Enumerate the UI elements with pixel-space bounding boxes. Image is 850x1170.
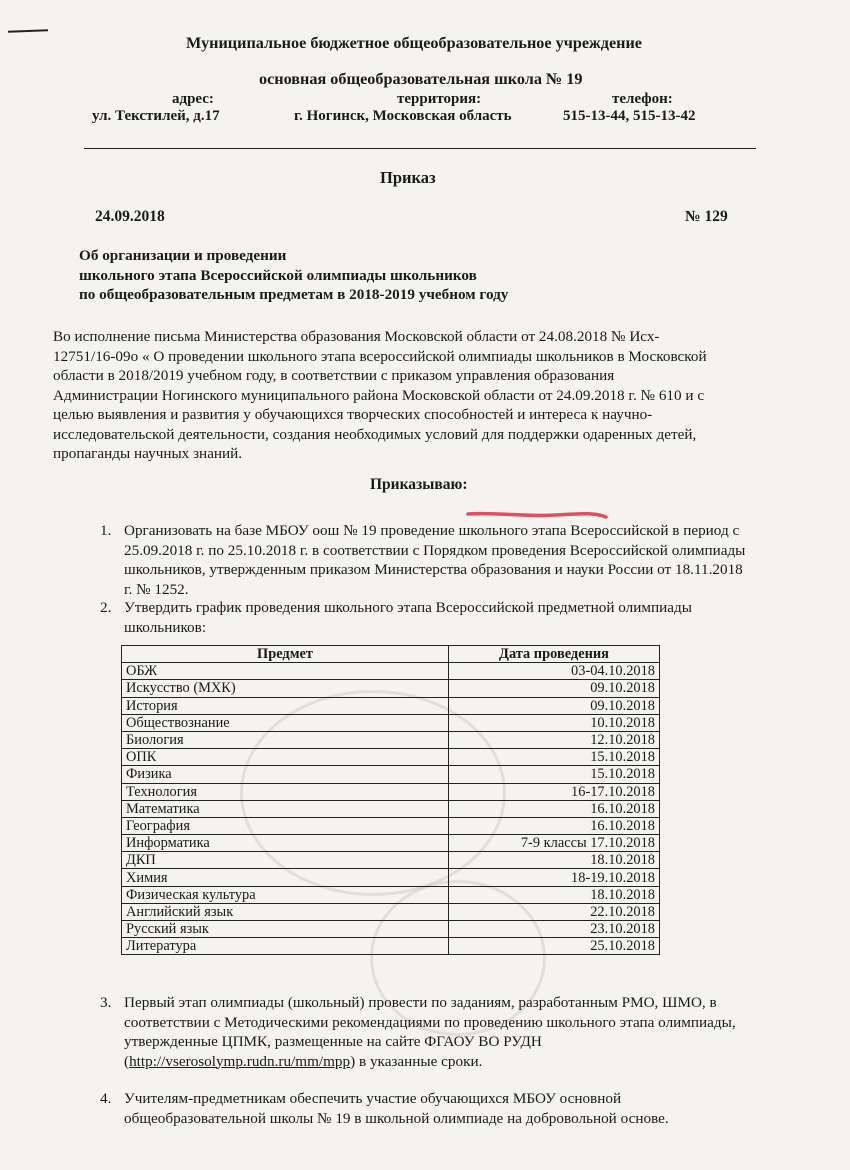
corner-mark — [8, 29, 48, 32]
subject-cell: Искусство (МХК) — [122, 680, 449, 697]
table-row — [122, 680, 660, 697]
order-subject — [79, 246, 508, 305]
subject-cell: ОБЖ — [122, 663, 449, 680]
territory-value: г. Ногинск, Московская область — [294, 108, 512, 124]
table-row — [122, 749, 660, 766]
subject-cell: Литература — [122, 938, 449, 955]
address-label: адрес: — [172, 91, 214, 107]
item-line: Учителям-предметникам обеспечить участие обучающихся МБОУ основной — [124, 1090, 622, 1107]
subject-line2: школьного этапа Всероссийской олимпиады школьников — [79, 266, 477, 284]
order-item-3 — [100, 993, 736, 1071]
item-line: школьников, утвержденным приказом Министерства образования и науки России от 18.11.2018 — [124, 561, 743, 578]
item-number: 2. — [100, 599, 112, 616]
subject-cell: Химия — [122, 869, 449, 886]
date-cell: 16-17.10.2018 — [449, 783, 660, 800]
date-cell: 09.10.2018 — [449, 697, 660, 714]
table-row — [122, 921, 660, 938]
column-header-subject: Предмет — [122, 646, 449, 663]
date-cell: 25.10.2018 — [449, 938, 660, 955]
subject-line1: Об организации и проведении — [79, 247, 287, 264]
preamble — [53, 327, 707, 464]
paren-open: ( — [124, 1052, 130, 1070]
item-number: 1. — [100, 522, 112, 539]
red-pen-stroke — [466, 508, 608, 522]
phone-value: 515-13-44, 515-13-42 — [563, 108, 696, 124]
subject-cell: Информатика — [122, 835, 449, 852]
item-number: 3. — [100, 994, 112, 1011]
subject-cell: Технология — [122, 783, 449, 800]
table-row — [122, 714, 660, 731]
preamble-line: Во исполнение письма Министерства образования Московской области от 24.08.2018 № Исх- — [53, 328, 660, 345]
table-row — [122, 835, 660, 852]
subject-cell: ОПК — [122, 749, 449, 766]
subject-cell: Биология — [122, 731, 449, 748]
order-item-1 — [100, 521, 745, 599]
item-line: Организовать на базе МБОУ оош № 19 проведение школьного этапа Всероссийской в период с — [124, 522, 740, 539]
column-header-date: Дата проведения — [449, 646, 660, 663]
item-line: утвержденные ЦПМК, размещенные на сайте ФГАОУ ВО РУДН — [124, 1033, 542, 1050]
order-date: 24.09.2018 — [95, 208, 165, 225]
header-divider — [84, 148, 756, 149]
date-cell: 18.10.2018 — [449, 852, 660, 869]
preamble-line: 12751/16-09о « О проведении школьного этапа всероссийской олимпиады школьников в Московской — [53, 347, 707, 365]
table-row — [122, 903, 660, 920]
item-line: соответствии с Методическими рекомендациями по проведению школьного этапа олимпиады, — [124, 1013, 736, 1031]
date-cell: 16.10.2018 — [449, 817, 660, 834]
table-row — [122, 938, 660, 955]
date-cell: 16.10.2018 — [449, 800, 660, 817]
subject-cell: Обществознание — [122, 714, 449, 731]
date-cell: 22.10.2018 — [449, 903, 660, 920]
subject-cell: География — [122, 817, 449, 834]
table-row — [122, 783, 660, 800]
table-header-row — [122, 646, 660, 663]
order-item-4 — [100, 1089, 669, 1128]
org-name-line2: основная общеобразовательная школа № 19 — [259, 70, 583, 88]
date-cell: 09.10.2018 — [449, 680, 660, 697]
phone-label: телефон: — [612, 91, 673, 107]
preamble-line: Администрации Ногинского муниципального района Московской области от 24.09.2018 г. № 610 и с — [53, 386, 705, 404]
rudn-link[interactable]: http://vserosolymp.rudn.ru/mm/mpp — [129, 1052, 351, 1070]
subject-cell: Физика — [122, 766, 449, 783]
order-number: № 129 — [685, 208, 728, 225]
item-line: школьников: — [124, 618, 207, 636]
address-value: ул. Текстилей, д.17 — [92, 108, 220, 124]
subject-line3: по общеобразовательным предметам в 2018-2019 учебном году — [79, 286, 509, 303]
subject-cell: История — [122, 697, 449, 714]
subject-cell: Физическая культура — [122, 886, 449, 903]
item-number: 4. — [100, 1090, 112, 1107]
table-row — [122, 766, 660, 783]
date-cell: 15.10.2018 — [449, 749, 660, 766]
item-line: 25.09.2018 г. по 25.10.2018 г. в соответствии с Порядком проведения Всероссийской олимпиады — [124, 541, 746, 559]
preamble-line: исследовательской деятельности, создания необходимых условий для поддержки одаренных детей, — [53, 425, 697, 443]
table-row — [122, 852, 660, 869]
date-cell: 18.10.2018 — [449, 886, 660, 903]
date-cell: 12.10.2018 — [449, 731, 660, 748]
table-row — [122, 817, 660, 834]
table-row — [122, 731, 660, 748]
subject-cell: Русский язык — [122, 921, 449, 938]
table-row — [122, 663, 660, 680]
territory-label: территория: — [397, 91, 482, 107]
orders-heading: Приказываю: — [370, 476, 468, 493]
table-row — [122, 800, 660, 817]
date-cell: 18-19.10.2018 — [449, 869, 660, 886]
item-line — [124, 1052, 736, 1072]
date-cell: 15.10.2018 — [449, 766, 660, 783]
date-cell: 03-04.10.2018 — [449, 663, 660, 680]
order-title: Приказ — [380, 168, 436, 187]
table-row — [122, 869, 660, 886]
date-cell: 10.10.2018 — [449, 714, 660, 731]
item-line: г. № 1252. — [124, 580, 189, 598]
table-row — [122, 886, 660, 903]
item-line: общеобразовательной школы № 19 в школьной олимпиаде на добровольной основе. — [124, 1109, 669, 1127]
preamble-line: пропаганды научных знаний. — [53, 445, 243, 462]
preamble-line: целью выявления и развития у обучающихся творческих способностей и интереса к научно- — [53, 406, 653, 423]
olympiad-schedule-table — [121, 645, 660, 955]
table-body — [122, 663, 660, 955]
date-cell: 7-9 классы 17.10.2018 — [449, 835, 660, 852]
item-line: Первый этап олимпиады (школьный) провести по заданиям, разработанным РМО, ШМО, в — [124, 994, 717, 1011]
item-line-tail: ) в указанные сроки. — [350, 1052, 483, 1070]
subject-cell: Математика — [122, 800, 449, 817]
preamble-line: области в 2018/2019 учебном году, в соответствии с приказом управления образования — [53, 367, 615, 384]
subject-cell: Английский язык — [122, 903, 449, 920]
date-cell: 23.10.2018 — [449, 921, 660, 938]
table-row — [122, 697, 660, 714]
org-name-line1: Муниципальное бюджетное общеобразовательное учреждение — [186, 34, 642, 52]
order-item-2 — [100, 598, 692, 637]
item-line: Утвердить график проведения школьного этапа Всероссийской предметной олимпиады — [124, 599, 692, 616]
subject-cell: ДКП — [122, 852, 449, 869]
